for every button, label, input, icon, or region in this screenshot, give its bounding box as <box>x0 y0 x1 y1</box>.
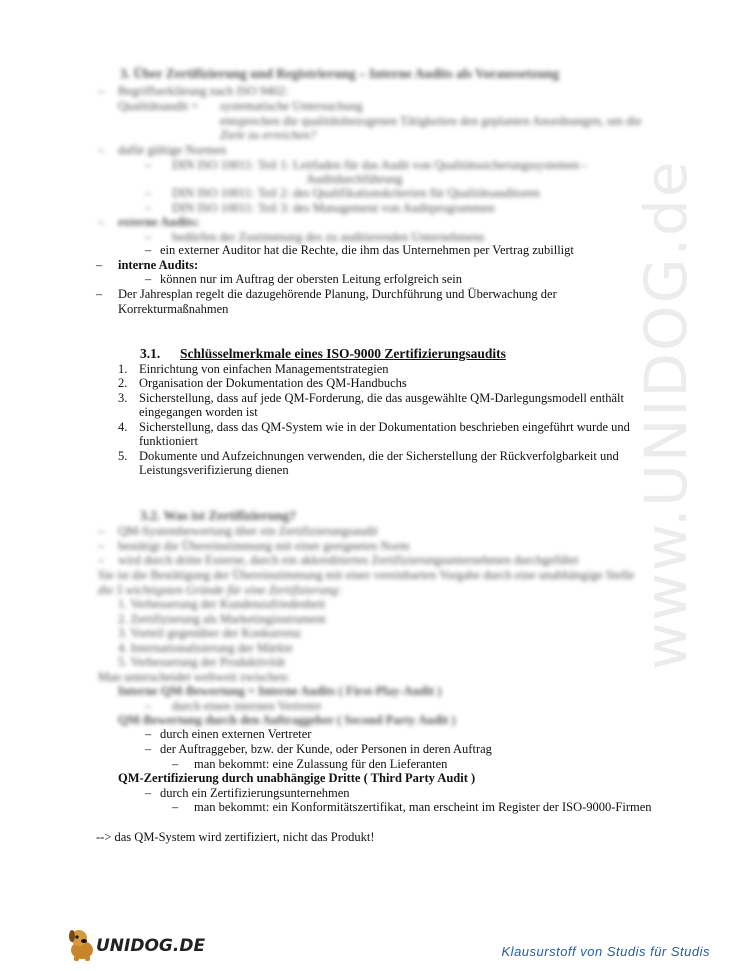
blurred-section-3-2-title: 3.2. Was ist Zertifizierung? <box>140 508 297 523</box>
external-rep-line: durch einen externen Vertreter <box>160 727 312 741</box>
dash: – <box>98 539 105 553</box>
list-item: Organisation der Dokumentation des QM-Handbuchs <box>139 376 407 390</box>
list-item-number: 4. <box>118 420 128 434</box>
list-item: Sicherstellung, dass das QM-System wie in der Dokumentation beschrieben eingeführt wurde und <box>139 420 630 434</box>
dash: – <box>145 186 152 200</box>
client-line: der Auftraggeber, bzw. der Kunde, oder Personen in deren Auftrag <box>160 742 492 756</box>
blurred-line: bestätigt die Übereinstimmung mit einer geeigneten Norm <box>118 539 410 553</box>
blurred-line: externe Audits: <box>118 215 200 229</box>
blurred-line: Ziele zu erreichen? <box>220 128 317 142</box>
blurred-line: Man unterscheidet weltweit zwischen: <box>98 670 290 684</box>
blurred-line: Interne QM-Bewertung = Interne Audits ( First-Play-Audit ) <box>118 684 442 698</box>
blurred-line: systematische Untersuchung <box>220 99 363 113</box>
dash: – <box>145 727 152 741</box>
blurred-list-item: 4. Internationalisierung der Märkte <box>118 641 293 655</box>
license-line: man bekommt: eine Zulassung für den Lieferanten <box>194 757 448 771</box>
list-item: Einrichtung von einfachen Managementstrategien <box>139 362 389 376</box>
dash: – <box>98 215 105 229</box>
dash: – <box>145 272 152 286</box>
blurred-line: Auditdurchführung <box>306 172 403 186</box>
plan-line-1: Der Jahresplan regelt die dazugehörende Planung, Durchführung und Überwachung der <box>118 287 557 301</box>
conclusion-line: --> das QM-System wird zertifiziert, nicht das Produkt! <box>96 830 375 844</box>
list-item-cont: Leistungsverifizierung dienen <box>139 463 289 477</box>
blurred-line: bedürfen der Zustimmung des zu auditierenden Unternehmens <box>172 230 485 244</box>
dash: – <box>145 699 152 713</box>
section-3-1-number: 3.1. <box>140 346 161 361</box>
dash: – <box>172 757 179 771</box>
blurred-line: durch einen internen Vertreter <box>172 699 322 713</box>
list-item-number: 1. <box>118 362 128 376</box>
dog-icon <box>66 926 98 962</box>
dash: – <box>98 84 105 98</box>
footer-slogan: Klausurstoff von Studis für Studis <box>501 944 710 959</box>
watermark-text: www.UNIDOG.de <box>632 159 700 670</box>
blurred-list-item: 5. Verbesserung der Produktivität <box>118 655 286 669</box>
cert-company-line: durch ein Zertifizierungsunternehmen <box>160 786 350 800</box>
list-item: Dokumente und Aufzeichnungen verwenden, die der Sicherstellung der Rückverfolgbarkeit und <box>139 449 619 463</box>
blurred-line: Begriffserklärung nach ISO 9402: <box>118 84 289 98</box>
dash: – <box>98 553 105 567</box>
external-auditor-line: ein externer Auditor hat die Rechte, die ihm das Unternehmen per Vertrag zubilligt <box>160 243 574 257</box>
blurred-line: DIN ISO 10011: Teil 2: des Qualifikationskriterien für Qualitätsauditoren <box>172 186 540 200</box>
blurred-line: QM-Systembewertung über ein Zertifizierungsaudit <box>118 524 378 538</box>
unidog-logo <box>66 926 206 964</box>
list-item-number: 5. <box>118 449 128 463</box>
dash: – <box>172 800 179 814</box>
blurred-line: DIN ISO 10011: Teil 3: des Management von Auditprogrammen <box>172 201 495 215</box>
dash: – <box>145 243 152 257</box>
internal-audits-heading: interne Audits: <box>118 258 199 272</box>
blurred-list-item: 1. Verbesserung der Kundenzufriedenheit <box>118 597 326 611</box>
blurred-line: entsprechen die qualitätsbezogenen Tätigkeiten den geplanten Anordnungen, um die <box>220 114 642 128</box>
list-item-cont: funktioniert <box>139 434 199 448</box>
blurred-list-item: 3. Vorteil gegenüber der Konkurrenz <box>118 626 302 640</box>
dash: – <box>145 158 152 172</box>
dash: – <box>96 258 103 272</box>
dash: – <box>145 230 152 244</box>
list-item-number: 3. <box>118 391 128 405</box>
blurred-list-item: 2. Zertifizierung als Marketinginstrument <box>118 612 326 626</box>
cert-result-line: man bekommt: ein Konformitätszertifikat, man erscheint im Register der ISO-9000-Firmen <box>194 800 652 814</box>
list-item-cont: eingegangen worden ist <box>139 405 258 419</box>
blurred-section-3-title: 3. Über Zertifizierung und Registrierung – Interne Audits als Voraussetzung <box>120 66 560 81</box>
section-3-1-title: Schlüsselmerkmale eines ISO-9000 Zertifizierungsaudits <box>180 346 506 361</box>
dash: – <box>96 287 103 301</box>
dash: – <box>145 201 152 215</box>
dash: – <box>145 786 152 800</box>
third-party-heading: QM-Zertifizierung durch unabhängige Dritte ( Third Party Audit ) <box>118 771 476 785</box>
dash: – <box>98 143 105 157</box>
list-item-number: 2. <box>118 376 128 390</box>
blurred-line: DIN ISO 10011: Teil 1: Leitfaden für das Audit von Qualitätssicherungssystemen - <box>172 158 587 172</box>
blurred-line: Qualitätsaudit = <box>118 99 199 113</box>
plan-line-2: Korrekturmaßnahmen <box>118 302 229 316</box>
blurred-line: wird durch dritte Externe, durch ein akkreditiertes Zertifizierungsunternehmen durchgeführt <box>118 553 579 567</box>
dash: – <box>145 742 152 756</box>
blurred-line: QM-Bewertung durch den Auftraggeber ( Second Party Audit ) <box>118 713 456 727</box>
blurred-line: Sie ist die Bestätigung der Übereinstimmung mit einer vereinbarten Vorgabe durch eine unabhängige Stelle <box>98 568 635 582</box>
dash: – <box>98 524 105 538</box>
list-item: Sicherstellung, dass auf jede QM-Forderung, die das ausgewählte QM-Darlegungsmodell enthält <box>139 391 624 405</box>
logo-text: UNIDOG.DE <box>96 936 206 956</box>
blurred-line: dafür gültige Normen <box>118 143 227 157</box>
blurred-line: die 5 wichtigsten Gründe für eine Zertifizierung: <box>98 583 342 597</box>
internal-audits-sub: können nur im Auftrag der obersten Leitung erfolgreich sein <box>160 272 462 286</box>
